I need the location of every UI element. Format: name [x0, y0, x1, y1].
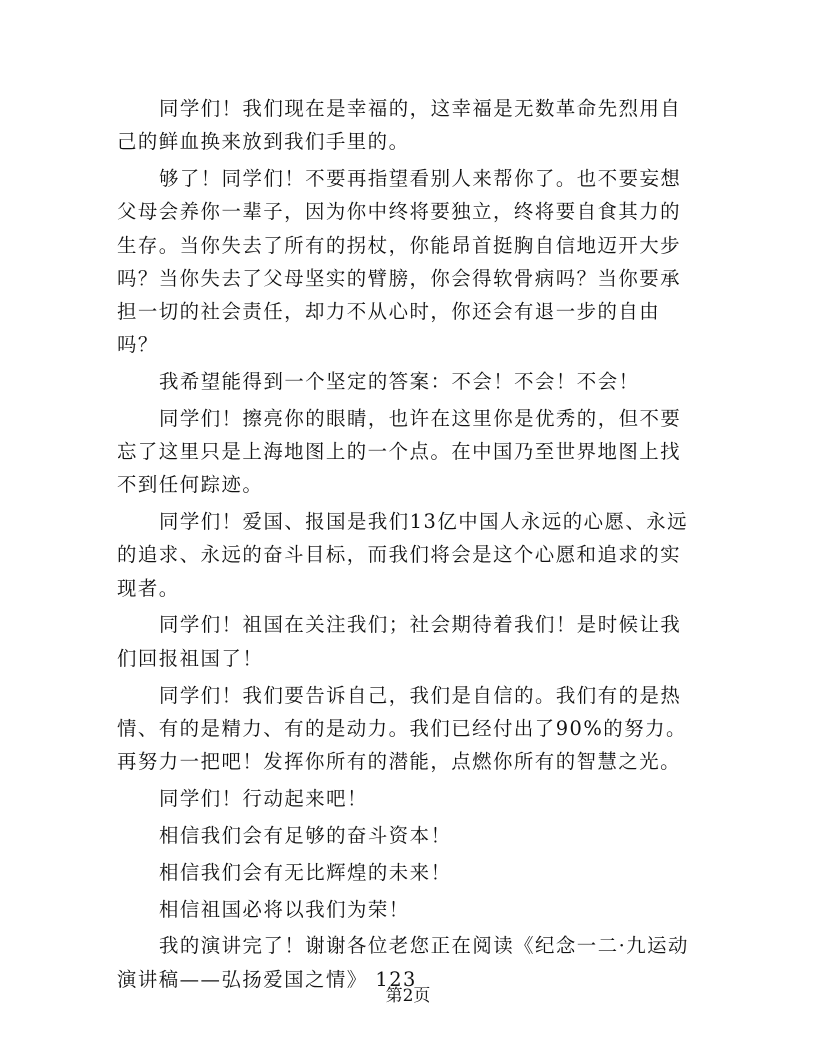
paragraph-3: 我希望能得到一个坚定的答案：不会！不会！不会！ — [159, 370, 640, 393]
paragraph-10: 相信我们会有无比辉煌的未来！ — [159, 860, 452, 884]
paragraph-11: 相信祖国必将以我们为荣！ — [159, 897, 410, 921]
paragraph-4: 同学们！擦亮你的眼睛，也许在这里你是优秀的，但不要忘了这里只是上海地图上的一个点。在中国乃至世界地图上找不到任何踪迹。 — [117, 406, 682, 497]
speech-body — [117, 92, 699, 1000]
paragraph-9: 相信我们会有足够的奋斗资本！ — [159, 823, 452, 847]
paragraph-5: 同学们！爱国、报国是我们13亿中国人永远的心愿、永远的追求、永远的奋斗目标，而我们将会是这个心愿和追求的实现者。 — [117, 510, 689, 600]
paragraph-7: 同学们！我们要告诉自己，我们是自信的。我们有的是热情、有的是精力、有的是动力。我们已经付出了90%的努力。再努力一把吧！发挥你所有的潜能，点燃你所有的智慧之光。 — [117, 683, 687, 773]
paragraph-6: 同学们！祖国在关注我们；社会期待着我们！是时候让我们回报祖国了！ — [117, 613, 682, 670]
page-number: 第2页 — [385, 986, 431, 1006]
paragraph-12: 我的演讲完了！谢谢各位老您正在阅读《纪念一二·九运动演讲稿——弘扬爱国之情》 123 — [117, 934, 689, 991]
paragraph-2: 够了！同学们！不要再指望看别人来帮你了。也不要妄想父母会养你一辈子，因为你中终将要独立，终将要自食其力的生存。当你失去了所有的拐杖，你能昂首挺胸自信地迈开大步吗？当你失去了父母坚实的臂膀，你会得软骨病吗？当你要承担一切的社会责任，却力不从心时，你还会有退一步的自由吗？ — [117, 167, 682, 357]
paragraph-1: 同学们！我们现在是幸福的，这幸福是无数革命先烈用自己的鲜血换来放到我们手里的。 — [117, 97, 682, 154]
paragraph-8: 同学们！行动起来吧！ — [159, 786, 368, 810]
